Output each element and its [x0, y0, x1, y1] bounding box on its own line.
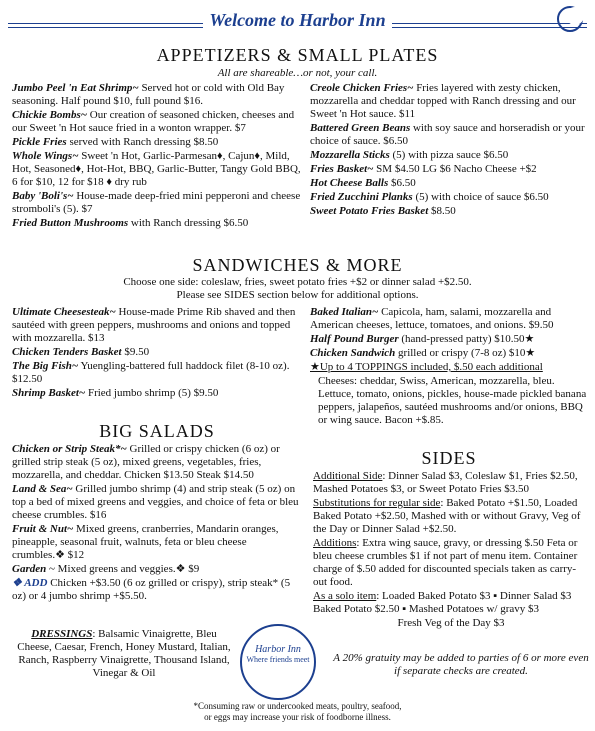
item-desc: Grilled jumbo shrimp (4) and strip steak (5 oz) on top a bed of mixed greens and veggies, and choice of feta or bleu cheese crumbles. $16: [12, 483, 299, 521]
appetizers-subtitle: All are shareable…or not, your call.: [217, 67, 378, 79]
menu-item: [12, 577, 302, 603]
item-name: Half Pound Burger: [310, 333, 399, 345]
item-name: Fried Button Mushrooms: [12, 217, 129, 229]
menu-item: [12, 150, 302, 189]
toppings-heading: ★Up to 4 TOPPINGS included, $.50 each additional: [310, 361, 543, 373]
menu-item: [310, 333, 588, 346]
menu-item: [310, 163, 588, 176]
item-name: Chicken or Strip Steak*~: [12, 443, 127, 455]
header: [8, 6, 587, 46]
menu-item: [12, 346, 302, 359]
menu-item: [12, 82, 302, 108]
sandwiches-right-column: [310, 306, 588, 428]
welcome-title: Welcome to Harbor Inn: [203, 10, 391, 30]
footer: [0, 701, 595, 723]
sides-title: SIDES: [421, 448, 477, 468]
menu-item: [12, 136, 302, 149]
sides-text: : Loaded Baked Potato $3 ▪ Dinner Salad $3 Baked Potato $2.50 ▪ Mashed Potatoes w/ gravy $3: [313, 590, 572, 615]
menu-item: [310, 205, 588, 218]
item-name: Fruit & Nut~: [12, 523, 74, 535]
menu-item: [310, 82, 588, 121]
menu-item: [12, 563, 302, 576]
sides-solo-last: Fresh Veg of the Day $3: [397, 617, 505, 629]
sides-label: Additions: [313, 537, 357, 549]
item-desc: Chicken +$3.50 (6 oz grilled or crispy), strip steak* (5 oz) or 4 jumbo shrimp +$5.50.: [12, 577, 291, 602]
menu-item: [12, 443, 302, 482]
appetizers-right-column: [310, 82, 588, 219]
sides-column: [313, 470, 589, 631]
dressings: [14, 628, 234, 680]
sandwiches-left-column: [12, 306, 302, 401]
item-desc: with soy sauce and horseradish or your choice of sauce. $6.50: [310, 122, 585, 147]
menu-item: [12, 523, 302, 562]
item-desc: Sweet 'n Hot, Garlic-Parmesan♦, Cajun♦, Mild, Hot, Seasoned♦, Hot-Hot, BBQ, Garlic-Butter, Tangy Gold BBQ, 6 for $10, 12 for $18 ♦ dry rub: [12, 150, 301, 188]
item-desc: SM $4.50 LG $6 Nacho Cheese +$2: [373, 163, 537, 175]
item-name: Chickie Bombs~: [12, 109, 88, 121]
item-name: Land & Sea~: [12, 483, 73, 495]
item-name: Pickle Fries: [12, 136, 67, 148]
gratuity-note: A 20% gratuity may be added to parties of 6 or more even if separate checks are created.: [333, 652, 589, 677]
item-name: ❖ ADD: [12, 577, 48, 589]
item-desc: Fried jumbo shrimp (5) $9.50: [85, 387, 219, 399]
menu-item: [12, 483, 302, 522]
sides-label: As a solo item: [313, 590, 377, 602]
item-desc: (hand-pressed patty) $10.50★: [398, 333, 535, 345]
salads-title: BIG SALADS: [99, 421, 215, 441]
item-name: Garden: [12, 563, 47, 575]
item-name: Baked Italian~: [310, 306, 379, 318]
item-name: The Big Fish~: [12, 360, 79, 372]
item-desc: Fries layered with zesty chicken, mozzarella and cheddar topped with Ranch dressing and our Sweet 'n Hot sauce. $11: [310, 82, 576, 120]
menu-item: [310, 122, 588, 148]
toppings-list: Cheeses: cheddar, Swiss, American, mozzarella, bleu. Lettuce, tomato, onions, pickles, house-made pickled banana peppers, jalapeños, sautéed mushrooms and/or onions, BBQ or wing sauce. Bacon +$.85.: [318, 375, 587, 426]
item-desc: $9.50: [121, 346, 150, 358]
sandwiches-title: SANDWICHES & MORE: [192, 255, 403, 275]
item-name: Creole Chicken Fries~: [310, 82, 414, 94]
salads-column: [12, 443, 302, 604]
item-name: Fries Basket~: [310, 163, 374, 175]
item-desc: Grilled or crispy chicken (6 oz) or grilled strip steak (5 oz), mixed greens, vegetables, fries, mozzarella, and cheddar. Chicken $13.50 Steak $14.50: [12, 443, 280, 481]
item-name: Battered Green Beans: [310, 122, 411, 134]
item-desc: (5) with choice of sauce $6.50: [412, 191, 549, 203]
menu-item: [12, 387, 302, 400]
menu-item: [12, 190, 302, 216]
sides-solo: [313, 590, 589, 616]
sides-text: : Dinner Salad $3, Coleslaw $1, Fries $2.50, Mashed Potatoes $3, or Sweet Potato Fries $3.50: [313, 470, 578, 495]
item-desc: $6.50: [388, 177, 416, 189]
sides-substitutions: [313, 497, 589, 536]
item-desc: ~ Mixed greens and veggies.❖ $9: [46, 563, 200, 575]
item-desc: Mixed greens, cranberries, Mandarin oranges, pineapple, seasonal fruit, walnuts, feta or bleu cheese crumbles.❖ $12: [12, 523, 279, 561]
item-desc: (5) with pizza sauce $6.50: [389, 149, 509, 161]
logo-name: Harbor Inn: [255, 644, 301, 655]
item-name: Jumbo Peel 'n Eat Shrimp~: [12, 82, 139, 94]
menu-item: [12, 306, 302, 345]
menu-item: [310, 347, 588, 360]
menu-item: [310, 306, 588, 332]
item-name: Chicken Tenders Basket: [12, 346, 122, 358]
item-name: Shrimp Basket~: [12, 387, 86, 399]
sides-label: Additional Side: [313, 470, 383, 482]
menu-item: [12, 109, 302, 135]
item-desc: grilled or crispy (7-8 oz) $10★: [395, 347, 536, 359]
item-desc: with Ranch dressing $6.50: [128, 217, 249, 229]
item-name: Chicken Sandwich: [310, 347, 396, 359]
item-desc: Yuengling-battered full haddock filet (8-10 oz). $12.50: [12, 360, 290, 385]
menu-item: [310, 177, 588, 190]
item-desc: Served hot or cold with Old Bay seasoning. Half pound $10, full pound $16.: [12, 82, 285, 107]
item-name: Baby 'Boli's~: [12, 190, 74, 202]
sides-additional: [313, 470, 589, 496]
harbor-inn-logo: [240, 624, 316, 700]
menu-item: [12, 360, 302, 386]
item-desc: House-made Prime Rib shaved and then sautéed with green peppers, mushrooms and onions and topped with mozzarella. $13: [12, 306, 296, 344]
item-name: Mozzarella Sticks: [310, 149, 390, 161]
menu-item: [12, 217, 302, 230]
sides-text: : Baked Potato +$1.50, Loaded Baked Potato +$2.50, Mashed with or without Gravy, Veg of the Day or Dinner Salad +$2.50.: [313, 497, 581, 535]
item-name: Whole Wings~: [12, 150, 79, 162]
item-desc: Our creation of seasoned chicken, cheeses and our Sweet 'n Hot sauce fried in a wonton wrapper. $7: [12, 109, 295, 134]
menu-item: [310, 191, 588, 204]
sides-text: : Extra wing sauce, gravy, or dressing $.50 Feta or bleu cheese crumbles $1 if not part of menu item. Container charge of $.50 added for discounted specials taken as carry-out food.: [313, 537, 578, 588]
dressings-list: : Balsamic Vinaigrette, Bleu Cheese, Caesar, French, Honey Mustard, Italian, Ranch, Raspberry Vinaigrette, Thousand Island, Vinegar & Oil: [17, 628, 231, 679]
sandwiches-note: Choose one side: coleslaw, fries, sweet potato fries +$2 or dinner salad +$2.50.: [123, 276, 472, 288]
appetizers-title: APPETIZERS & SMALL PLATES: [156, 45, 439, 65]
logo-tagline: Where friends meet: [246, 655, 310, 664]
footer-line: or eggs may increase your risk of foodborne illness.: [204, 712, 391, 722]
appetizers-left-column: [12, 82, 302, 231]
moon-icon: [557, 6, 583, 32]
item-desc: House-made deep-fried mini pepperoni and cheese stromboli's (5). $7: [12, 190, 301, 215]
item-name: Fried Zucchini Planks: [310, 191, 413, 203]
item-name: Hot Cheese Balls: [310, 177, 389, 189]
item-desc: served with Ranch dressing $8.50: [66, 136, 219, 148]
sides-additions: [313, 537, 589, 589]
sides-label: Substitutions for regular side: [313, 497, 441, 509]
footer-line: *Consuming raw or undercooked meats, poultry, seafood,: [193, 701, 402, 711]
item-name: Sweet Potato Fries Basket: [310, 205, 429, 217]
dressings-label: DRESSINGS: [31, 628, 93, 640]
item-desc: $8.50: [428, 205, 456, 217]
item-name: Ultimate Cheesesteak~: [12, 306, 116, 318]
menu-item: [310, 149, 588, 162]
sandwiches-note: Please see SIDES section below for additional options.: [176, 289, 419, 301]
item-desc: Capicola, ham, salami, mozzarella and American cheeses, lettuce, tomatoes, and onions. $9.50: [310, 306, 554, 331]
